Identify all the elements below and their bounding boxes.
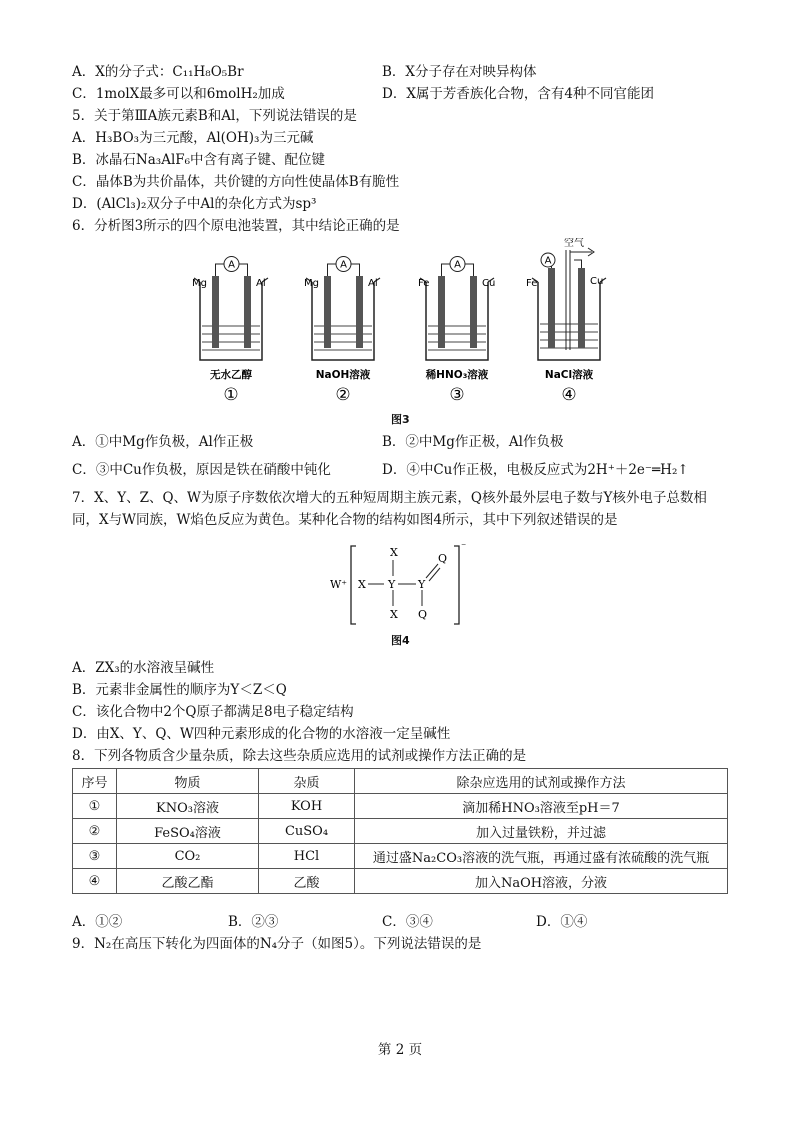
- q8-stem: 8．下列各物质含少量杂质，除去这些杂质应选用的试剂或操作方法正确的是: [72, 748, 527, 764]
- header-method: 除杂应选用的试剂或操作方法: [355, 769, 728, 794]
- atom-y: Y: [388, 578, 396, 591]
- ammeter-label: A: [340, 259, 347, 271]
- atom-q-bottom: Q: [418, 608, 428, 621]
- cell-method: 加入NaOH溶液，分液: [355, 869, 728, 894]
- cell-substance: 乙酸乙酯: [117, 869, 259, 894]
- q7-option-c: C．该化合物中2个Q原子都满足8电子稳定结构: [72, 704, 354, 720]
- table-row: [73, 819, 728, 844]
- figure-4-caption: 图4: [391, 634, 410, 647]
- q9-stem: 9．N₂在高压下转化为四面体的N₄分子（如图5）。下列说法错误的是: [72, 936, 482, 952]
- cell-impurity: 乙酸: [259, 869, 355, 894]
- q7-option-a: A．ZX₃的水溶液呈碱性: [72, 660, 215, 676]
- figure-3-galvanic-cells: [180, 238, 640, 406]
- cation-w: W⁺: [330, 578, 348, 591]
- figure-4-structure: [326, 538, 476, 630]
- atom-x-left: X: [358, 578, 366, 591]
- q5-option-c: C．晶体B为共价晶体，共价键的方向性使晶体B有脆性: [72, 174, 400, 190]
- ammeter-label: A: [228, 259, 235, 271]
- q8-table: [72, 768, 728, 894]
- cell-number: ④: [561, 385, 577, 405]
- table-row: [73, 869, 728, 894]
- cell-number: ③: [449, 385, 465, 405]
- cell-4: [526, 238, 606, 405]
- q4-option-d: D．X属于芳香族化合物，含有4种不同官能团: [382, 86, 655, 102]
- cell-method: 加入过量铁粉，并过滤: [355, 819, 728, 844]
- solution-label: NaOH溶液: [315, 369, 371, 381]
- cell-method: 滴加稀HNO₃溶液至pH＝7: [355, 794, 728, 819]
- q8-option-d: D．①④: [536, 914, 588, 930]
- q8-option-c: C．③④: [382, 914, 433, 930]
- q8-option-b: B．②③: [228, 914, 279, 930]
- cell-index: ②: [73, 819, 117, 844]
- cell-number: ②: [335, 385, 351, 405]
- cell-number: ①: [223, 385, 239, 405]
- header-impurity: 杂质: [259, 769, 355, 794]
- q6-option-a: A．①中Mg作负极，Al作正极: [72, 434, 254, 450]
- q5-option-d: D．(AlCl₃)₂双分子中Al的杂化方式为sp³: [72, 196, 317, 212]
- cell-substance: KNO₃溶液: [117, 794, 259, 819]
- cell-impurity: HCl: [259, 844, 355, 869]
- cell-impurity: KOH: [259, 794, 355, 819]
- atom-y-right: Y: [418, 578, 426, 591]
- electrode-left-label: Fe: [418, 278, 430, 289]
- page-number: 第 2 页: [377, 1042, 423, 1058]
- atom-q-top: Q: [438, 552, 448, 565]
- electrode-right-label: Al: [256, 278, 266, 289]
- electrode-right-label: Al: [368, 278, 378, 289]
- q5-option-a: A．H₃BO₃为三元酸，Al(OH)₃为三元碱: [72, 130, 314, 146]
- q7-option-b: B．元素非金属性的顺序为Y＜Z＜Q: [72, 682, 287, 698]
- q5-stem: 5．关于第ⅢA族元素B和Al，下列说法错误的是: [72, 108, 357, 124]
- solution-label: 稀HNO₃溶液: [425, 369, 489, 381]
- table-header-row: [73, 769, 728, 794]
- cell-substance: CO₂: [117, 844, 259, 869]
- ammeter-label: A: [454, 259, 461, 271]
- q4-option-a: A．X的分子式：C₁₁H₈O₅Br: [72, 64, 244, 80]
- header-index: 序号: [73, 769, 117, 794]
- ammeter-label: A: [544, 255, 552, 267]
- cell-index: ③: [73, 844, 117, 869]
- electrode-right-label: Cu: [482, 278, 496, 289]
- q6-option-c: C．③中Cu作负极，原因是铁在硝酸中钝化: [72, 462, 331, 478]
- cell-2: [304, 257, 380, 406]
- solution-label: NaCl溶液: [544, 369, 594, 381]
- table-row: [73, 794, 728, 819]
- header-substance: 物质: [117, 769, 259, 794]
- atom-x-bottom: X: [390, 608, 398, 621]
- solution-label: 无水乙醇: [210, 369, 252, 381]
- q6-option-d: D．④中Cu作正极，电极反应式为2H⁺＋2e⁻═H₂↑: [382, 462, 689, 478]
- table-row: [73, 844, 728, 869]
- q7-stem-line2: 同，X与W同族，W焰色反应为黄色。某种化合物的结构如图4所示，其中下列叙述错误的是: [72, 512, 618, 528]
- cell-3: [418, 257, 495, 406]
- cell-method: 通过盛Na₂CO₃溶液的洗气瓶，再通过盛有浓硫酸的洗气瓶: [355, 844, 728, 869]
- q5-option-b: B．冰晶石Na₃AlF₆中含有离子键、配位键: [72, 152, 326, 168]
- electrode-left-label: Mg: [304, 278, 319, 289]
- electrode-right-label: Cu: [590, 276, 604, 287]
- q4-option-c: C．1molX最多可以和6molH₂加成: [72, 86, 285, 102]
- cell-substance: FeSO₄溶液: [117, 819, 259, 844]
- anion-charge: ⁻: [461, 542, 467, 553]
- q7-stem-line1: 7．X、Y、Z、Q、W为原子序数依次增大的五种短周期主族元素，Q核外最外层电子数与Y核外电子总数相: [72, 490, 707, 506]
- cell-index: ④: [73, 869, 117, 894]
- cell-index: ①: [73, 794, 117, 819]
- q6-stem: 6．分析图3所示的四个原电池装置，其中结论正确的是: [72, 218, 400, 234]
- electrode-left-label: Fe: [526, 278, 538, 289]
- q7-option-d: D．由X、Y、Q、W四种元素形成的化合物的水溶液一定呈碱性: [72, 726, 451, 742]
- figure-3-caption: 图3: [391, 413, 410, 426]
- cell-impurity: CuSO₄: [259, 819, 355, 844]
- q8-option-a: A．①②: [72, 914, 123, 930]
- q6-option-b: B．②中Mg作正极，Al作负极: [382, 434, 564, 450]
- air-label: 空气: [564, 238, 584, 249]
- electrode-left-label: Mg: [192, 278, 207, 289]
- q4-option-b: B．X分子存在对映异构体: [382, 64, 537, 80]
- atom-x-top: X: [390, 546, 398, 559]
- cell-1: [192, 257, 268, 406]
